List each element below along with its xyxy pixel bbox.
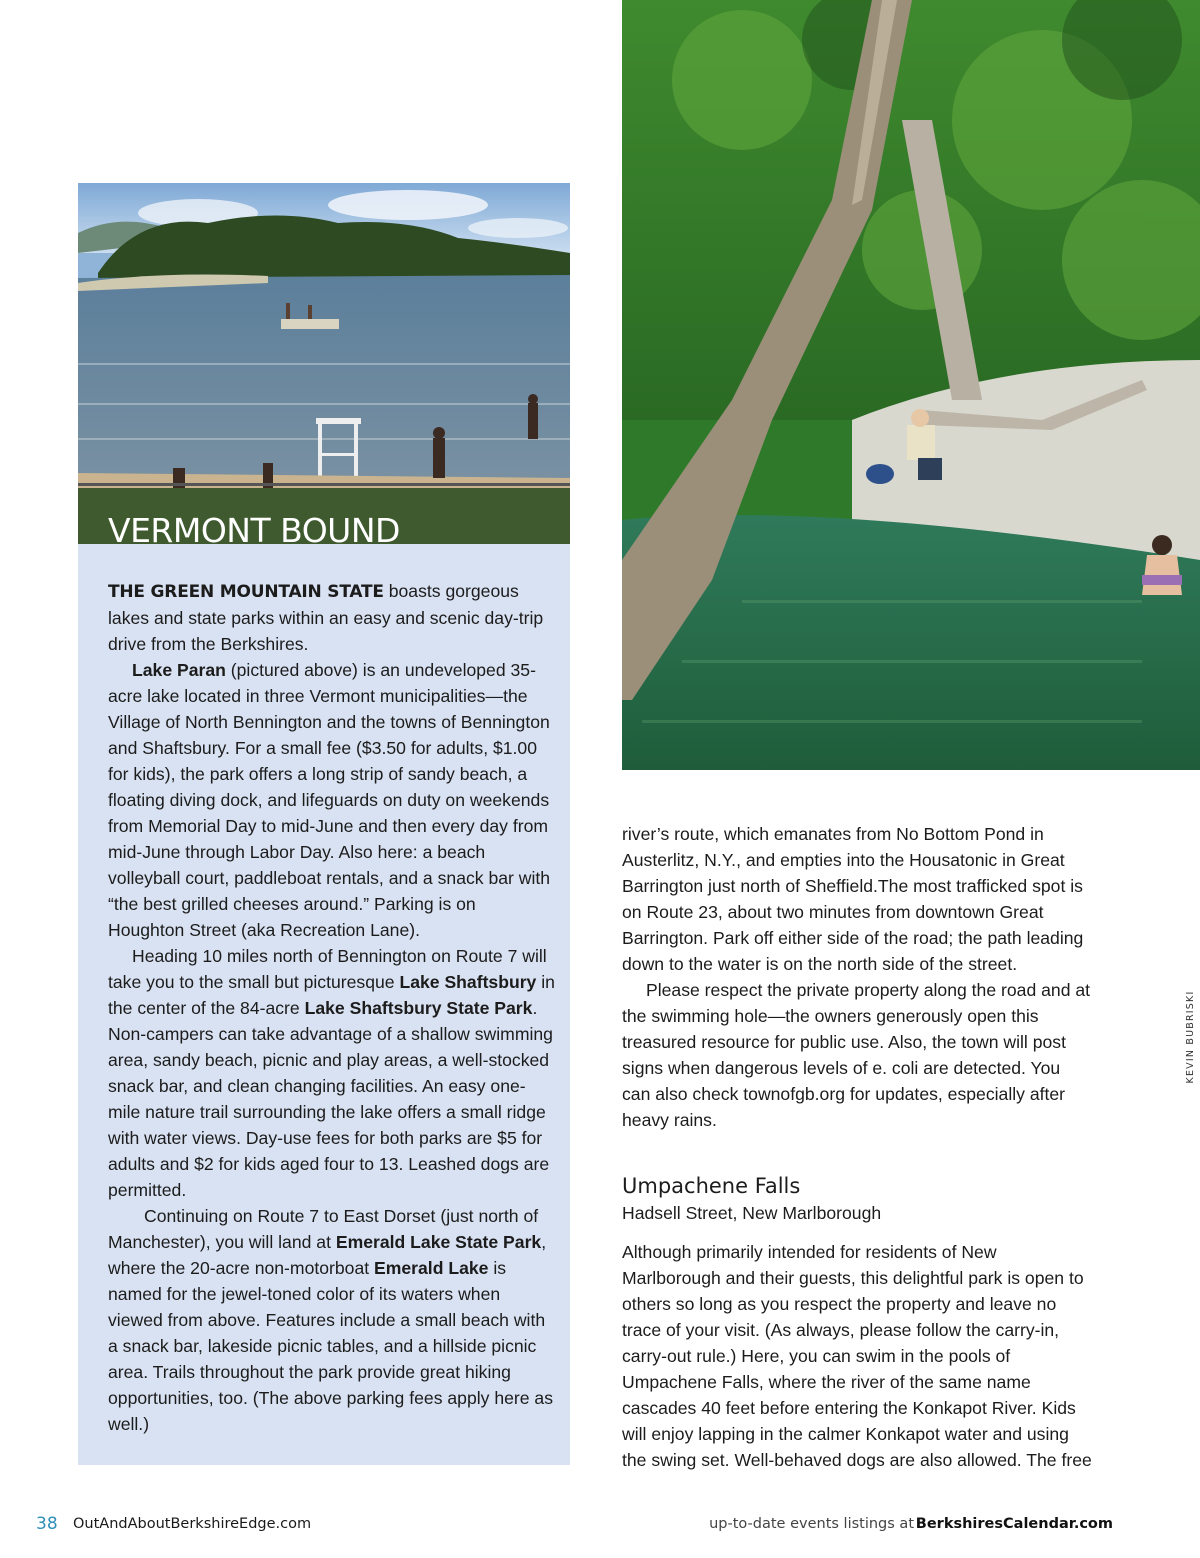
sidebar-paragraph-lake-shaftsbury [108,943,555,1203]
section-title-umpachene-falls: Umpachene Falls [622,1174,801,1198]
footer-calendar-link[interactable]: BerkshiresCalendar.com [915,1516,1113,1532]
sidebar-box [78,183,570,1465]
section-address: Hadsell Street, New Marlborough [622,1203,882,1223]
sidebar-paragraph-lake-paran [108,657,555,943]
page-footer [0,1508,1200,1538]
paragraph-text: (pictured above) is an undeveloped 35-acre lake located in three Vermont municipalities—the Village of North Bennington and the towns of Bennington and Shaftsbury. For a small fee ($3.50 for adults, $1.00 for kids), the park offers a long strip of sandy beach, a floating diving dock, and lifeguards on duty on weekends from Memorial Day to mid-June and then every day from mid-June through Labor Day. Also here: a beach volleyball court, paddleboat rentals, and a snack bar with “the best grilled cheeses around.” Parking is on Houghton Street (aka Recreation Lane). [108,660,551,940]
paragraph-text: Heading 10 miles north of Bennington on Route 7 will take you to the small but picturesque [108,946,547,992]
paragraph-text: is named for the jewel-toned color of its waters when viewed from above. Features include a small beach with a snack bar, lakeside picnic tables, and a hillside picnic area. Trails throughout the park provide great hiking opportunities, too. (The above parking fees apply here as well.) [108,1258,554,1434]
sidebar-title: VERMONT BOUND [108,511,400,550]
lake-paran-photo [78,183,570,544]
footer-site-link[interactable]: OutAndAboutBerkshireEdge.com [73,1516,312,1532]
page-number: 38 [36,1514,58,1534]
paragraph-text: Continuing on Route 7 to East Dorset (just north of Manchester), you will land at [108,1206,539,1252]
lead-in: THE GREEN MOUNTAIN STATE [108,582,384,602]
bold-lake-shaftsbury: Lake Shaftsbury [399,972,537,992]
bold-emerald-lake: Emerald Lake [374,1258,489,1278]
footer-tagline: up-to-date events listings at [709,1516,914,1532]
paragraph-text: , where the 20-acre non-motorboat [108,1232,547,1278]
article-paragraph: Please respect the private property along the road and at the swimming hole—the owners generously open this treasured resource for public use. Also, the town will post signs when dangerous levels of e. coli are detected. You can also check townofgb.org for updates, especially after heavy rains. [622,980,1091,1130]
photo-credit: KEVIN BUBRISKI [1185,990,1196,1084]
sidebar-paragraph-emerald-lake [108,1203,555,1437]
bold-lake-shaftsbury-state-park: Lake Shaftsbury State Park [304,998,533,1018]
sidebar-paragraph-intro [108,578,555,657]
umpachene-article [622,1239,1092,1473]
paragraph-text: in the center of the 84-acre [108,972,555,1018]
paragraph-text: boasts gorgeous lakes and state parks within an easy and scenic day-trip drive from the Berkshires. [108,581,544,654]
swimming-hole-photo [622,0,1200,770]
bold-lake-paran: Lake Paran [132,660,226,680]
article-paragraph: river’s route, which emanates from No Bottom Pond in Austerlitz, N.Y., and empties into the Housatonic in Great Barrington just north of Sheffield.The most trafficked spot is on Route 23, about two minutes from downtown Great Barrington. Park off either side of the road; the path leading down to the water is on the north side of the street. [622,824,1084,974]
paragraph-text: . Non-campers can take advantage of a shallow swimming area, sandy beach, picnic and play areas, a well-stocked snack bar, and clean changing facilities. An easy one-mile nature trail surrounding the lake offers a small ridge with water views. Day-use fees for both parks are $5 for adults and $2 for kids aged four to 13. Leashed dogs are permitted. [108,998,553,1200]
bold-emerald-lake-state-park: Emerald Lake State Park [335,1232,542,1252]
sidebar-body [108,578,555,1437]
main-article-continued [622,821,1092,1133]
article-paragraph: Although primarily intended for residents of New Marlborough and their guests, this delightful park is open to others so long as you respect the property and leave no trace of your visit. (As always, please follow the carry-in, carry-out rule.) Here, you can swim in the pools of Umpachene Falls, where the river of the same name cascades 40 feet before entering the Konkapot River. Kids will enjoy lapping in the calmer Konkapot water and using the swing set. Well-behaved dogs are also allowed. The free [622,1242,1092,1470]
